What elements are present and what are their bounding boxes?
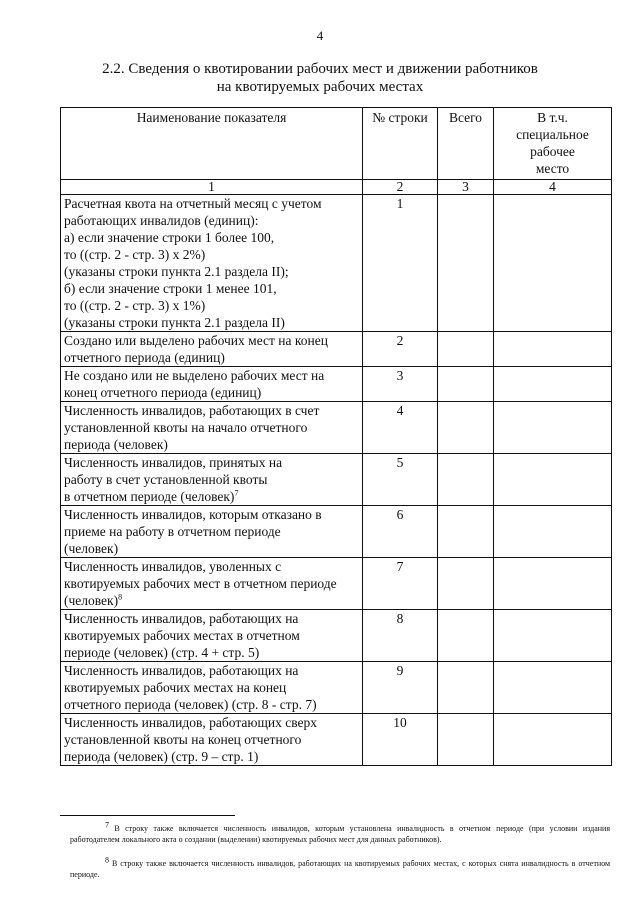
footnote-mark: 7: [105, 820, 109, 830]
indicator-line: то ((стр. 2 - стр. 3) х 2%): [64, 247, 206, 262]
indicator-line: отчетного периода (единиц): [64, 350, 225, 365]
indicator-name: [61, 195, 363, 332]
line-number: 5: [363, 454, 438, 506]
indicator-line: периоде (человек) (стр. 4 + стр. 5): [64, 645, 260, 660]
indicator-line: работу в счет установленной квоты: [64, 472, 268, 487]
table-row: [61, 714, 612, 766]
line-number: 6: [363, 506, 438, 558]
indicator-name: [61, 506, 363, 558]
quota-table: [60, 107, 612, 766]
line-number: 9: [363, 662, 438, 714]
indicator-line: квотируемых рабочих местах на конец: [64, 680, 287, 695]
value-special: [494, 195, 612, 332]
indicator-line: [64, 488, 359, 505]
value-special: [494, 402, 612, 454]
indicator-line: Создано или выделено рабочих мест на конец: [64, 333, 328, 348]
value-total: [438, 367, 494, 402]
indicator-name: [61, 332, 363, 367]
indicator-line: установленной квоты на начало отчетного: [64, 420, 308, 435]
indicator-line: квотируемых рабочих местах в отчетном: [64, 628, 300, 643]
value-total: [438, 195, 494, 332]
table-row: [61, 506, 612, 558]
table-row: [61, 367, 612, 402]
header-special-line: В т.ч.: [537, 110, 568, 125]
header-special-line: рабочее: [530, 144, 575, 159]
indicator-line: квотируемых рабочих мест в отчетном периоде: [64, 576, 337, 591]
indicator-name: [61, 714, 363, 766]
value-special: [494, 662, 612, 714]
footnote-rule: [60, 815, 235, 816]
line-number: 7: [363, 558, 438, 610]
indicator-line: Численность инвалидов, работающих на: [64, 611, 299, 626]
page-number: 4: [316, 28, 324, 43]
footnote-ref: 7: [234, 488, 239, 498]
indicator-line-text: в отчетном периоде (человек): [64, 489, 235, 504]
indicator-line: Численность инвалидов, работающих сверх: [64, 715, 317, 730]
value-total: [438, 558, 494, 610]
header-special-line: место: [535, 161, 570, 176]
indicator-line: (указаны строки пункта 2.1 раздела II);: [64, 264, 289, 279]
table-row: [61, 610, 612, 662]
footnote: [70, 820, 611, 845]
indicator-name: [61, 454, 363, 506]
value-special: [494, 506, 612, 558]
column-number: 3: [438, 180, 494, 195]
footnote-ref: 8: [118, 592, 123, 602]
indicator-line: Не создано или не выделено рабочих мест на: [64, 368, 325, 383]
indicator-line: то ((стр. 2 - стр. 3) х 1%): [64, 298, 206, 313]
indicator-line: Численность инвалидов, которым отказано в: [64, 507, 322, 522]
table-row: [61, 662, 612, 714]
indicator-line: работающих инвалидов (единиц):: [64, 213, 259, 228]
indicator-line: [64, 592, 359, 609]
header-special-line: специальное: [516, 127, 589, 142]
value-total: [438, 714, 494, 766]
indicator-line: периода (человек) (стр. 9 – стр. 1): [64, 749, 259, 764]
value-special: [494, 367, 612, 402]
indicator-name: [61, 367, 363, 402]
indicator-line: Численность инвалидов, уволенных с: [64, 559, 282, 574]
table-row: [61, 332, 612, 367]
header-line-no: № строки: [363, 108, 438, 180]
line-number: 8: [363, 610, 438, 662]
indicator-line: Численность инвалидов, работающих на: [64, 663, 299, 678]
table-row: [61, 402, 612, 454]
indicator-line: (указаны строки пункта 2.1 раздела II): [64, 315, 285, 330]
value-total: [438, 332, 494, 367]
value-special: [494, 714, 612, 766]
section-title: 2.2. Сведения о квотировании рабочих мест и движении работников на квотируемых рабочих местах: [102, 61, 538, 95]
value-special: [494, 332, 612, 367]
value-total: [438, 610, 494, 662]
header-special: [494, 108, 612, 180]
line-number: 4: [363, 402, 438, 454]
value-total: [438, 402, 494, 454]
indicator-name: [61, 610, 363, 662]
indicator-name: [61, 662, 363, 714]
column-number: 1: [61, 180, 363, 195]
indicator-line: Численность инвалидов, принятых на: [64, 455, 283, 470]
column-number: 4: [494, 180, 612, 195]
header-total: Всего: [438, 108, 494, 180]
indicator-line: отчетного периода (человек) (стр. 8 - стр. 7): [64, 697, 317, 712]
footnote-mark: 8: [105, 855, 109, 865]
indicator-line: Расчетная квота на отчетный месяц с учетом: [64, 196, 322, 211]
indicator-line: а) если значение строки 1 более 100,: [64, 230, 275, 245]
column-number-row: [61, 180, 612, 195]
table-row: [61, 454, 612, 506]
value-total: [438, 454, 494, 506]
footnote-text: В строку также включается численность инвалидов, работающих на квотируемых рабочих местах, с которых снята инвалидность в отчетном периоде.: [70, 859, 611, 879]
indicator-name: [61, 402, 363, 454]
indicator-line: периода (человек): [64, 437, 168, 452]
line-number: 2: [363, 332, 438, 367]
header-row: [61, 108, 612, 180]
indicator-line: конец отчетного периода (единиц): [64, 385, 262, 400]
column-number: 2: [363, 180, 438, 195]
indicator-line-text: (человек): [64, 593, 119, 608]
table-row: [61, 195, 612, 332]
table-row: [61, 558, 612, 610]
line-number: 1: [363, 195, 438, 332]
line-number: 10: [363, 714, 438, 766]
value-total: [438, 662, 494, 714]
indicator-line: приеме на работу в отчетном периоде: [64, 524, 281, 539]
value-special: [494, 558, 612, 610]
footnote: [70, 855, 611, 880]
value-total: [438, 506, 494, 558]
indicator-name: [61, 558, 363, 610]
line-number: 3: [363, 367, 438, 402]
indicator-line: б) если значение строки 1 менее 101,: [64, 281, 277, 296]
footnote-text: В строку также включается численность инвалидов, которым установлена инвалидность в отчетном периоде (при условии издания работодателем локального акта о создании (выделении) квотируемых рабочих мест для данных работников).: [70, 824, 611, 844]
value-special: [494, 610, 612, 662]
value-special: [494, 454, 612, 506]
indicator-line: установленной квоты на конец отчетного: [64, 732, 302, 747]
header-name: Наименование показателя: [61, 108, 363, 180]
indicator-line: (человек): [64, 541, 119, 556]
indicator-line: Численность инвалидов, работающих в счет: [64, 403, 320, 418]
